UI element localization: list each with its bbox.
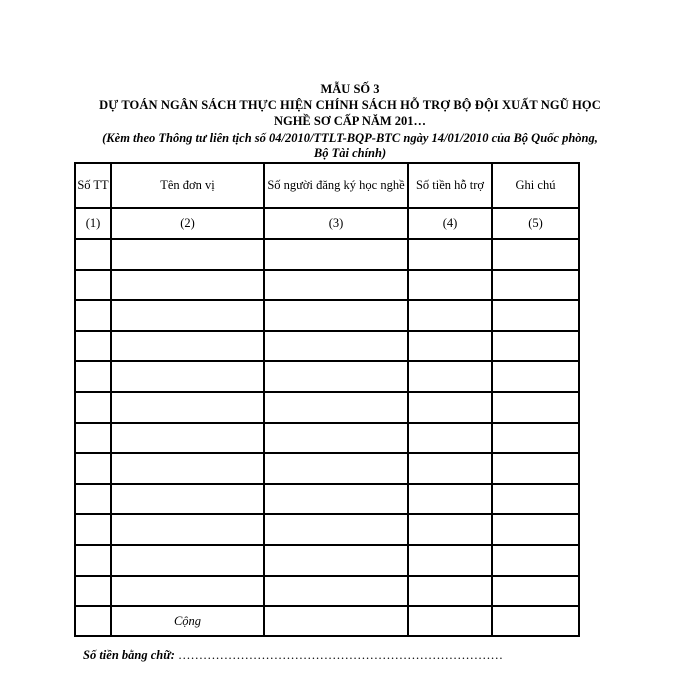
table-cell-amount[interactable] (408, 392, 492, 423)
total-stt-cell[interactable] (75, 606, 111, 636)
column-number: (3) (264, 208, 408, 239)
total-amount-cell[interactable] (408, 606, 492, 636)
table-cell-remarks[interactable] (492, 545, 579, 576)
total-label: Cộng (111, 606, 264, 636)
table-cell-unit-name[interactable] (111, 453, 264, 484)
table-cell-stt[interactable] (75, 576, 111, 607)
column-number: (5) (492, 208, 579, 239)
table-cell-remarks[interactable] (492, 423, 579, 454)
table-cell-stt[interactable] (75, 270, 111, 301)
table-cell-remarks[interactable] (492, 453, 579, 484)
table-row (75, 361, 579, 392)
table-row (75, 392, 579, 423)
table-cell-remarks[interactable] (492, 331, 579, 362)
amount-in-words-label: Số tiền bằng chữ: (83, 648, 175, 662)
total-registrants-cell[interactable] (264, 606, 408, 636)
total-remarks-cell[interactable] (492, 606, 579, 636)
table-cell-amount[interactable] (408, 423, 492, 454)
table-cell-stt[interactable] (75, 361, 111, 392)
table-cell-amount[interactable] (408, 300, 492, 331)
table-cell-stt[interactable] (75, 514, 111, 545)
table-cell-remarks[interactable] (492, 270, 579, 301)
table-cell-stt[interactable] (75, 423, 111, 454)
table-cell-remarks[interactable] (492, 514, 579, 545)
table-cell-amount[interactable] (408, 453, 492, 484)
table-cell-unit-name[interactable] (111, 361, 264, 392)
table-cell-unit-name[interactable] (111, 239, 264, 270)
header-amount: Số tiền hỗ trợ (408, 163, 492, 208)
form-title-line1: DỰ TOÁN NGÂN SÁCH THỰC HIỆN CHÍNH SÁCH HỖ TRỢ BỘ ĐỘI XUẤT NGŨ HỌC (99, 98, 601, 112)
table-cell-amount[interactable] (408, 361, 492, 392)
table-cell-registrants[interactable] (264, 300, 408, 331)
column-number: (1) (75, 208, 111, 239)
table-cell-registrants[interactable] (264, 545, 408, 576)
table-cell-amount[interactable] (408, 576, 492, 607)
table-cell-remarks[interactable] (492, 300, 579, 331)
table-row (75, 331, 579, 362)
table-cell-registrants[interactable] (264, 392, 408, 423)
table-cell-unit-name[interactable] (111, 300, 264, 331)
table-cell-unit-name[interactable] (111, 270, 264, 301)
table-cell-stt[interactable] (75, 484, 111, 515)
table-cell-registrants[interactable] (264, 576, 408, 607)
table-cell-registrants[interactable] (264, 239, 408, 270)
header-stt: Số TT (75, 163, 111, 208)
amount-in-words-field[interactable]: …………………………………………………………………… (178, 648, 504, 662)
table-cell-registrants[interactable] (264, 423, 408, 454)
table-cell-unit-name[interactable] (111, 392, 264, 423)
table-cell-unit-name[interactable] (111, 331, 264, 362)
legal-note-line2: Bộ Tài chính) (313, 146, 387, 160)
table-cell-amount[interactable] (408, 484, 492, 515)
header-unit-name: Tên đơn vị (111, 163, 264, 208)
table-cell-unit-name[interactable] (111, 484, 264, 515)
table-row (75, 239, 579, 270)
table-cell-amount[interactable] (408, 270, 492, 301)
table-cell-remarks[interactable] (492, 484, 579, 515)
table-cell-amount[interactable] (408, 545, 492, 576)
table-cell-unit-name[interactable] (111, 514, 264, 545)
table-cell-registrants[interactable] (264, 361, 408, 392)
table-cell-remarks[interactable] (492, 239, 579, 270)
budget-table (74, 162, 580, 637)
table-cell-remarks[interactable] (492, 361, 579, 392)
legal-note-line1: (Kèm theo Thông tư liên tịch số 04/2010/TTLT-BQP-BTC ngày 14/01/2010 của Bộ Quốc phòng, (102, 131, 598, 145)
table-cell-stt[interactable] (75, 453, 111, 484)
table-cell-stt[interactable] (75, 331, 111, 362)
column-number-row (75, 208, 579, 239)
table-cell-registrants[interactable] (264, 270, 408, 301)
table-cell-stt[interactable] (75, 392, 111, 423)
header-remarks: Ghi chú (492, 163, 579, 208)
table-cell-unit-name[interactable] (111, 545, 264, 576)
table-cell-registrants[interactable] (264, 331, 408, 362)
table-cell-amount[interactable] (408, 514, 492, 545)
table-header-row (75, 163, 579, 208)
table-row (75, 300, 579, 331)
table-row (75, 576, 579, 607)
column-number: (2) (111, 208, 264, 239)
table-cell-amount[interactable] (408, 331, 492, 362)
table-row (75, 423, 579, 454)
total-row (75, 606, 579, 636)
table-row (75, 484, 579, 515)
table-cell-remarks[interactable] (492, 576, 579, 607)
table-row (75, 545, 579, 576)
table-row (75, 514, 579, 545)
table-cell-amount[interactable] (408, 239, 492, 270)
table-cell-stt[interactable] (75, 300, 111, 331)
table-cell-registrants[interactable] (264, 453, 408, 484)
form-title-line2: NGHỀ SƠ CẤP NĂM 201… (273, 114, 427, 128)
table-row (75, 453, 579, 484)
table-cell-stt[interactable] (75, 239, 111, 270)
column-number: (4) (408, 208, 492, 239)
amount-in-words (83, 648, 503, 663)
header-registrants: Số người đăng ký học nghề (264, 163, 408, 208)
form-number: MẪU SỐ 3 (320, 82, 380, 96)
table-cell-stt[interactable] (75, 545, 111, 576)
table-cell-remarks[interactable] (492, 392, 579, 423)
table-cell-unit-name[interactable] (111, 576, 264, 607)
table-row (75, 270, 579, 301)
table-cell-registrants[interactable] (264, 514, 408, 545)
table-cell-registrants[interactable] (264, 484, 408, 515)
table-cell-unit-name[interactable] (111, 423, 264, 454)
